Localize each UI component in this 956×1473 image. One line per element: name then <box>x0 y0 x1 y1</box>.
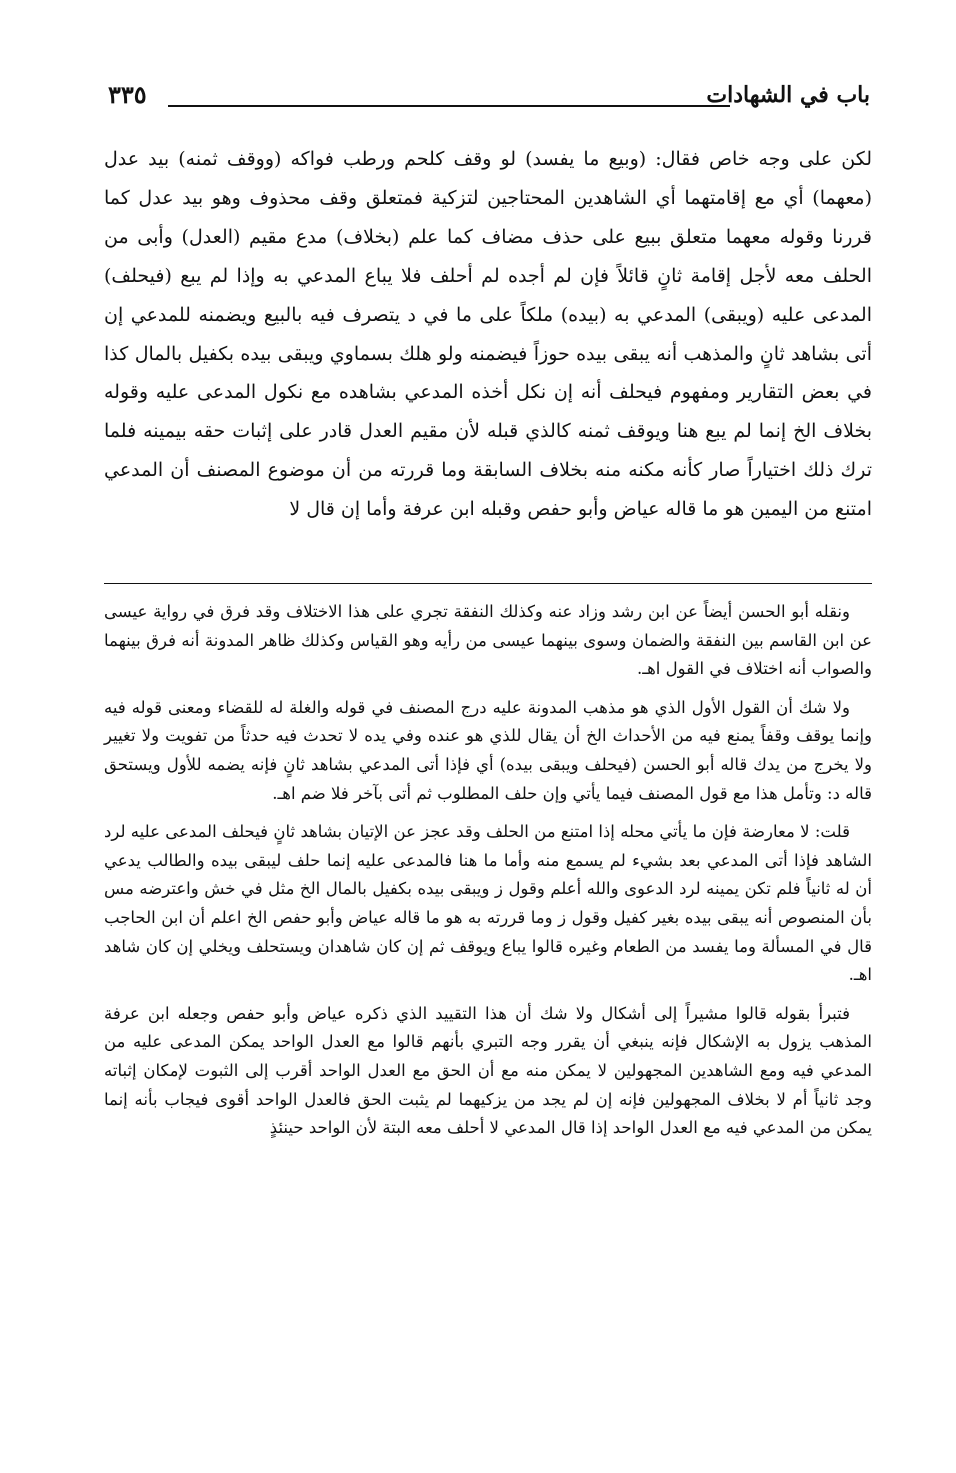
page-header <box>108 78 870 118</box>
main-text-block <box>104 140 872 529</box>
footnote-paragraph-4: فتبرأ بقوله قالوا مشيراً إلى أشكال ولا شك أن هذا التقييد الذي ذكره عياض وأبو حفص وجعله ابن عرفة المذهب يزول به الإشكال فإنه ينبغي أن يقرر وجه التبري بأنهم قالوا مع العدل الواحد يمكن المدعى عليه من المدعي فيه ومع الشاهدين المجهولين لا يمكن منه مع أن الحق مع العدل الواحد أقرب إلى الثبوت لإمكان إثباته وجد ثانياً أم لا بخلاف المجهولين فإنه إن لم يجد من يزكيهما لم يثبت الحق فالعدل الواحد أقوى فيجاب بأنه إنما يمكن من المدعي فيه مع العدل الواحد إذا قال المدعي لا أحلف معه البتة لأن الواحد حينئذٍ <box>104 1003 872 1138</box>
header-rule <box>168 105 730 107</box>
footnotes-block <box>104 598 872 1153</box>
footnote-paragraph-3: قلت: لا معارضة فإن ما يأتي محله إذا امتنع من الحلف وقد عجز عن الإتيان بشاهد ثانٍ فيحلف المدعى عليه لرد الشاهد فإذا أتى المدعي بعد بشيء لم يسمع منه وأما ما هنا فالمدعى عليه إنما حلف ليبقى بيده والطالب يدعي أن له ثانياً فلم تكن يمينه لرد الدعوى والله أعلم وقول ز ويبقى بيده بكفيل بالمال الخ مثل في خش واعترضه مس بأن المنصوص أنه يبقى بيده بغير كفيل وقول ز وما قررته به هو ما قاله عياض وأبو حفص الخ اعلم أن ابن الحاجب قال في المسألة وما يفسد من الطعام وغيره قالوا يباع ويوقف ثم إن كان شاهدان ويستحلف ويخلي إن كان شاهد اهـ. <box>104 822 872 985</box>
page-number: ٣٣٥ <box>108 80 147 109</box>
footnote-paragraph-2: ولا شك أن القول الأول الذي هو مذهب المدونة عليه درج المصنف في قوله والغلة له للقضاء ومعنى قوله فيه وإنما يوقف وقفاً يمنع فيه من الأحداث الخ أن يقال للذي هو عنده وفي يده لا تحدث فيه حدثاً من تفويت ولا تغيير ولا يخرج من يدك قاله أبو الحسن (فيحلف ويبقى بيده) أي فإذا أتى المدعي بشاهد ثانٍ فإنه يضمه للأول ويستحق قاله د: وتأمل هذا مع قول المصنف فيما يأتي وإن حلف المطلوب ثم أتى بآخر فلا ضم اهـ. <box>104 697 872 803</box>
footnote-paragraph-1: ونقله أبو الحسن أيضاً عن ابن رشد وزاد عنه وكذلك النفقة تجري على هذا الاختلاف وقد فرق في رواية عيسى عن ابن القاسم بين النفقة والضمان وسوى بينهما عيسى من رأيه وهو القياس وكذلك ظاهر المدونة أنه فرق بينهما والصواب أنه اختلاف في القول اهـ. <box>104 602 872 679</box>
main-paragraph: لكن على وجه خاص فقال: (وبيع ما يفسد) لو وقف كلحم ورطب فواكه (ووقف ثمنه) بيد عدل (معهما) أي مع إقامتهما أي الشاهدين المحتاجين لتزكية فمتعلق وقف محذوف وهو بيد عدل كما قررنا وقوله معهما متعلق ببيع على حذف مضاف كما علم (بخلاف) مدع مقيم (العدل) وأبى من الحلف معه لأجل إقامة ثانٍ قائلاً فإن لم أجده لم أحلف فلا يباع المدعي به وإذا لم يبع (فيحلف) المدعى عليه (ويبقى) المدعي به (بيده) ملكاً على ما في د يتصرف فيه بالبيع ويضمنه للمدعي إن أتى بشاهد ثانٍ والمذهب أنه يبقى بيده حوزاً فيضمنه ولو هلك بسماوي ويبقى بيده بكفيل بالمال كذا في بعض التقارير ومفهوم فيحلف أنه إن نكل أخذه المدعي بشاهده مع نكول المدعى عليه وقوله بخلاف الخ إنما لم يبع هنا ويوقف ثمنه كالذي قبله لأن مقيم العدل قادر على إثبات حقه بيمينه فلما ترك ذلك اختياراً صار كأنه مكنه منه بخلاف السابقة وما قررته من أن موضوع المصنف أن المدعي امتنع من اليمين هو ما قاله عياض وأبو حفص وقبله ابن عرفة وأما إن قال لا <box>104 148 872 521</box>
footnote-divider <box>104 583 872 584</box>
chapter-title: باب في الشهادات <box>706 82 870 108</box>
